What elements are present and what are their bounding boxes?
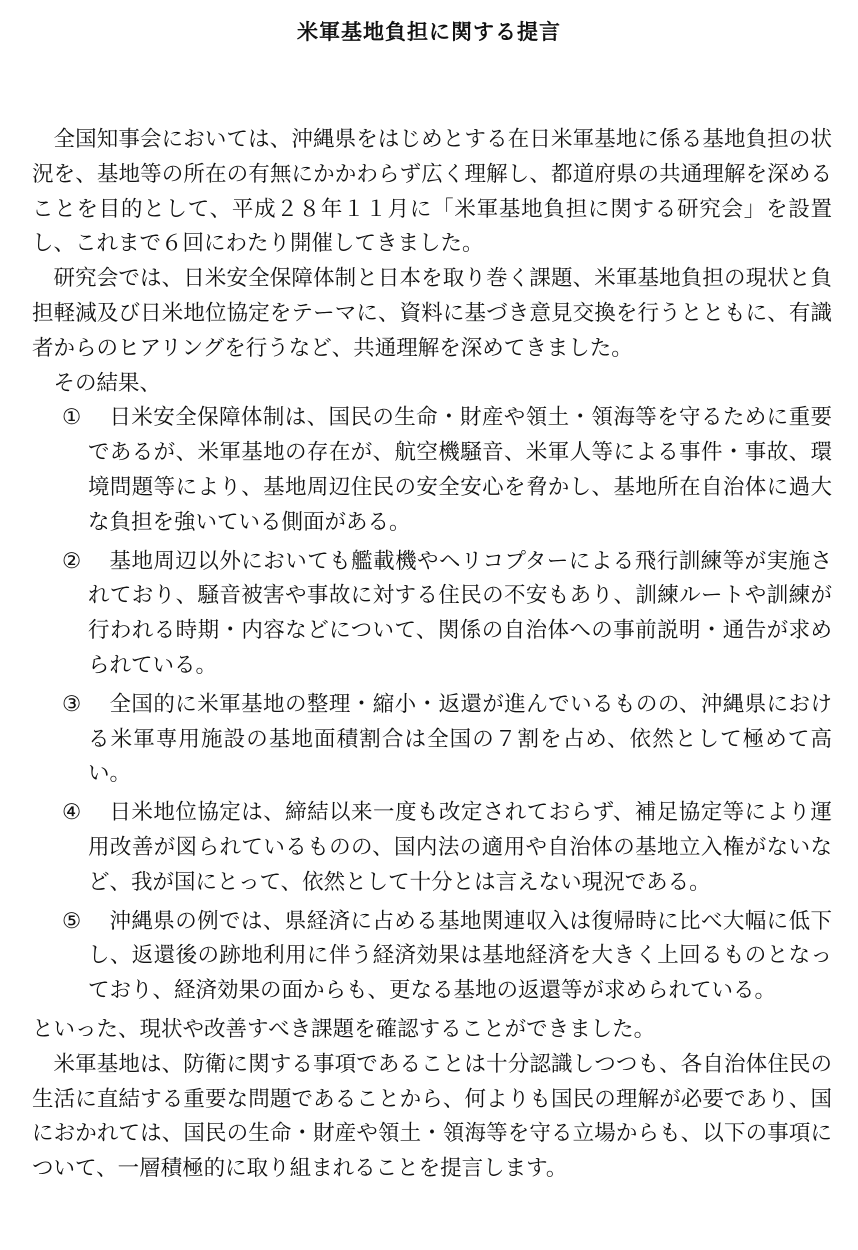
finding-text: 基地周辺以外においても艦載機やヘリコプターによる飛行訓練等が実施されており、騒音被害や事故に対する住民の不安もあり、訓練ルートや訓練が行われる時期・内容などについて、関係の自治体への事前説明・通告が求められている。: [88, 548, 832, 678]
finding-number: ②: [62, 548, 82, 574]
finding-number: ③: [62, 691, 82, 717]
findings-list: [32, 401, 832, 1009]
finding-number: ①: [62, 405, 82, 431]
finding-item-4: [32, 796, 832, 900]
finding-text: 日米安全保障体制は、国民の生命・財産や領土・領海等を守るために重要であるが、米軍基地の存在が、航空機騒音、米軍人等による事件・事故、環境問題等により、基地周辺住民の安全安心を脅かし、基地所在自治体に過大な負担を強いている側面がある。: [88, 405, 832, 535]
finding-item-5: [32, 905, 832, 1009]
document-title: 米軍基地負担に関する提言: [297, 20, 561, 44]
paragraph-study-group: 研究会では、日米安全保障体制と日本を取り巻く課題、米軍基地負担の現状と負担軽減及び日米地位協定をテーマに、資料に基づき意見交換を行うとともに、有識者からのヒアリングを行うなど、共通理解を深めてきました。: [32, 266, 832, 361]
finding-text: 沖縄県の例では、県経済に占める基地関連収入は復帰時に比べ大幅に低下し、返還後の跡地利用に伴う経済効果は基地経済を大きく上回るものとなっており、経済効果の面からも、更なる基地の返還等が求められている。: [88, 908, 832, 1004]
finding-number: ⑤: [62, 908, 82, 934]
finding-item-2: [32, 545, 832, 684]
paragraph-results-lead: その結果、: [53, 370, 162, 396]
paragraph-intro-council: 全国知事会においては、沖縄県をはじめとする在日米軍基地に係る基地負担の状況を、基地等の所在の有無にかかわらず広く理解し、都道府県の共通理解を深めることを目的として、平成２８年１１月に「米軍基地負担に関する研究会」を設置し、これまで６回にわたり開催してきました。: [32, 127, 832, 257]
paragraph-confirmation: といった、現状や改善すべき課題を確認することができました。: [32, 1016, 656, 1042]
document-body: [32, 123, 832, 1187]
finding-text: 日米地位協定は、締結以来一度も改定されておらず、補足協定等により運用改善が図られているものの、国内法の適用や自治体の基地立入権がないなど、我が国にとって、依然として十分とは言えない現況である。: [88, 800, 832, 895]
paragraph-proposal: 米軍基地は、防衛に関する事項であることは十分認識しつつも、各自治体住民の生活に直結する重要な問題であることから、何よりも国民の理解が必要であり、国におかれては、国民の生命・財産や領土・領海等を守る立場からも、以下の事項について、一層積極的に取り組まれることを提言します。: [32, 1051, 832, 1182]
finding-item-3: [32, 688, 832, 792]
finding-item-1: [32, 401, 832, 540]
finding-text: 全国的に米軍基地の整理・縮小・返還が進んでいるものの、沖縄県における米軍専用施設の基地面積割合は全国の７割を占め、依然として極めて高い。: [88, 691, 832, 787]
finding-number: ④: [62, 800, 82, 826]
